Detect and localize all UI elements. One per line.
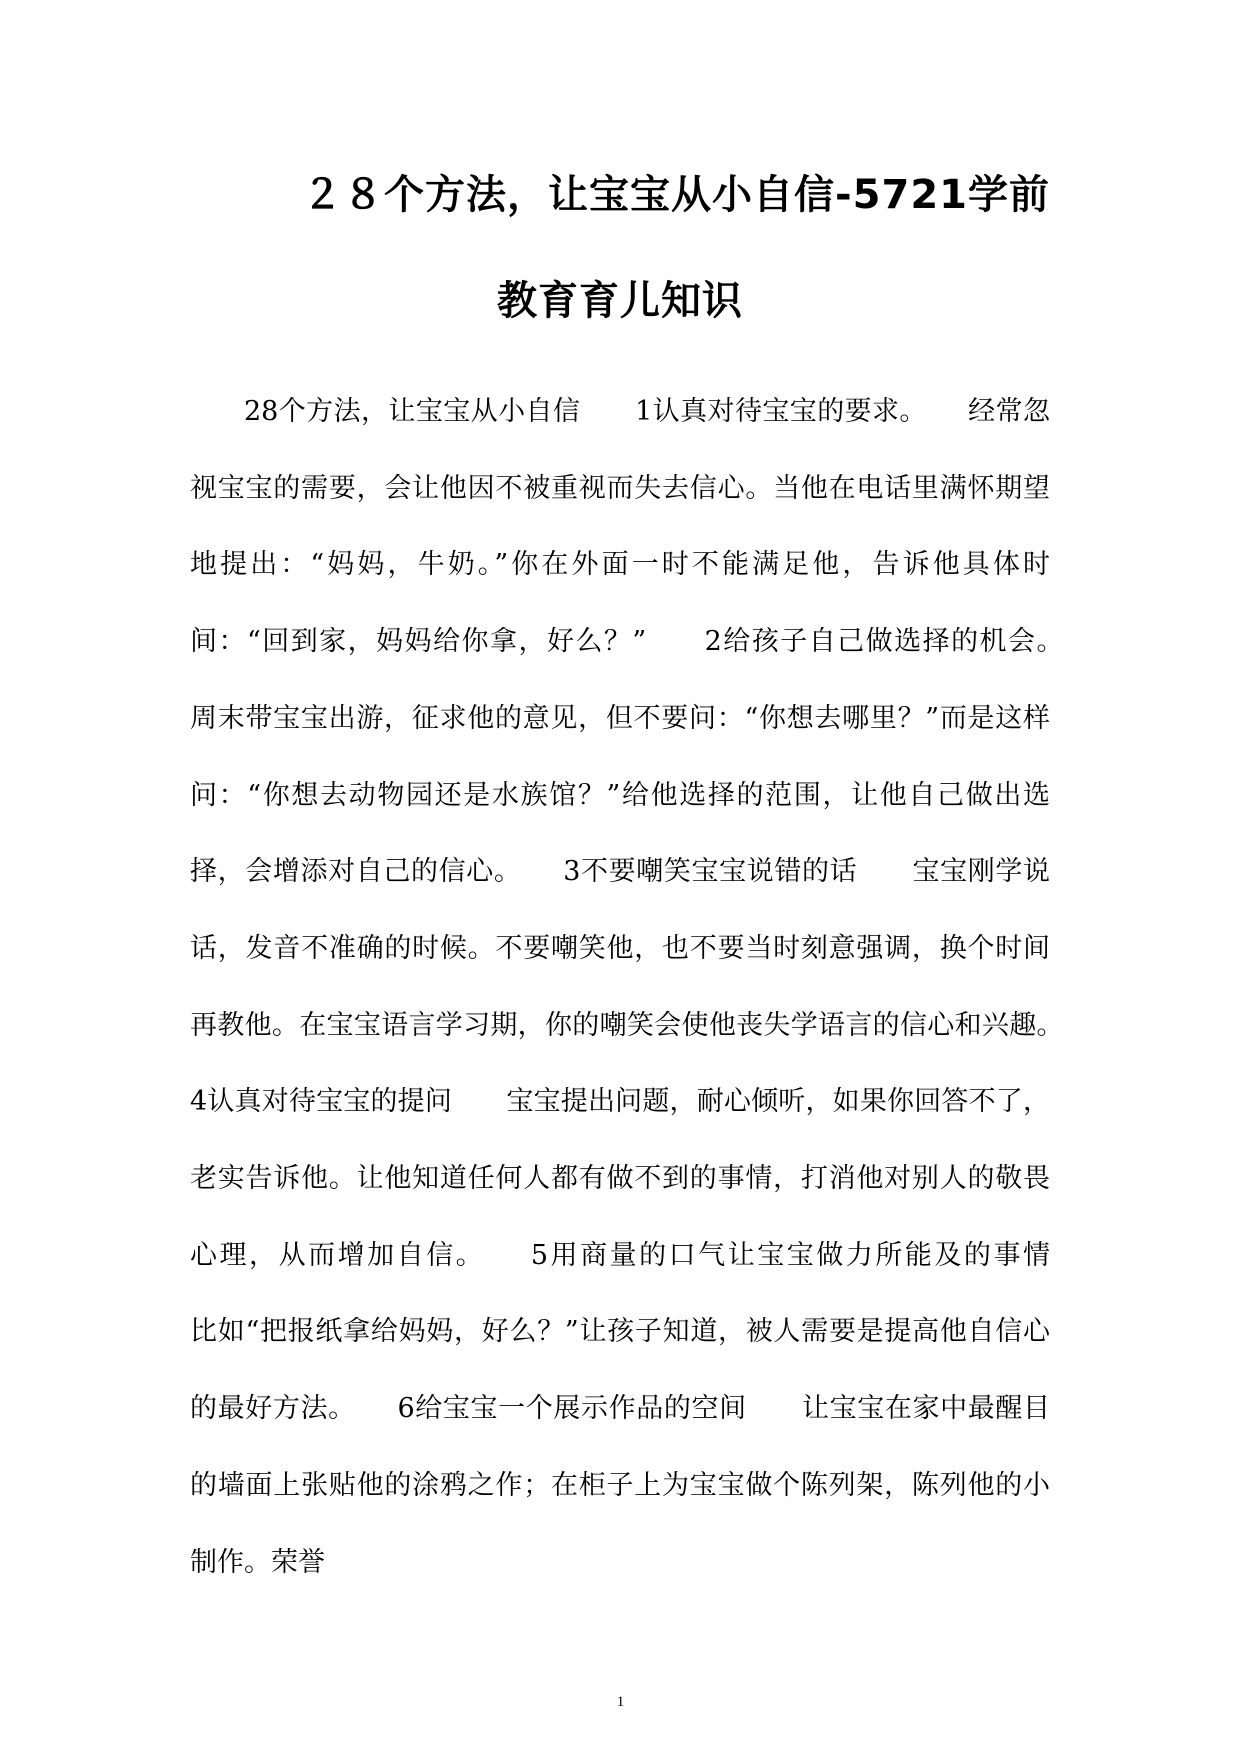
document-title <box>190 142 1050 354</box>
body-paragraph: 28个方法，让宝宝从小自信 1认真对待宝宝的要求。 经常忽视宝宝的需要，会让他因不被重视而失去信心。当他在电话里满怀期望地提出：“妈妈，牛奶。”你在外面一时不能满足他，告诉他具体时间：“回到家，妈妈给你拿，好么？” 2给孩子自己做选择的机会。 周末带宝宝出游，征求他的意见，但不要问：“你想去哪里？”而是这样问：“你想去动物园还是水族馆？”给他选择的范围，让他自己做出选择，会增添对自己的信心。 3不要嘲笑宝宝说错的话 宝宝刚学说话，发音不准确的时候。不要嘲笑他，也不要当时刻意强调，换个时间再教他。在宝宝语言学习期，你的嘲笑会使他丧失学语言的信心和兴趣。 4认真对待宝宝的提问 宝宝提出问题，耐心倾听，如果你回答不了，老实告诉他。让他知道任何人都有做不到的事情，打消他对别人的敬畏心理，从而增加自信。 5用商量的口气让宝宝做力所能及的事情 比如“把报纸拿给妈妈，好么？”让孩子知道，被人需要是提高他自信心的最好方法。 6给宝宝一个展示作品的空间 让宝宝在家中最醒目的墙面上张贴他的涂鸦之作；在柜子上为宝宝做个陈列架，陈列他的小制作。荣誉 <box>190 396 1104 1578</box>
title-line-2: 教育育儿知识 <box>497 278 743 324</box>
title-line-1: ２８个方法，让宝宝从小自信-5721学前 <box>302 172 1050 218</box>
page-number: 1 <box>616 1694 625 1710</box>
